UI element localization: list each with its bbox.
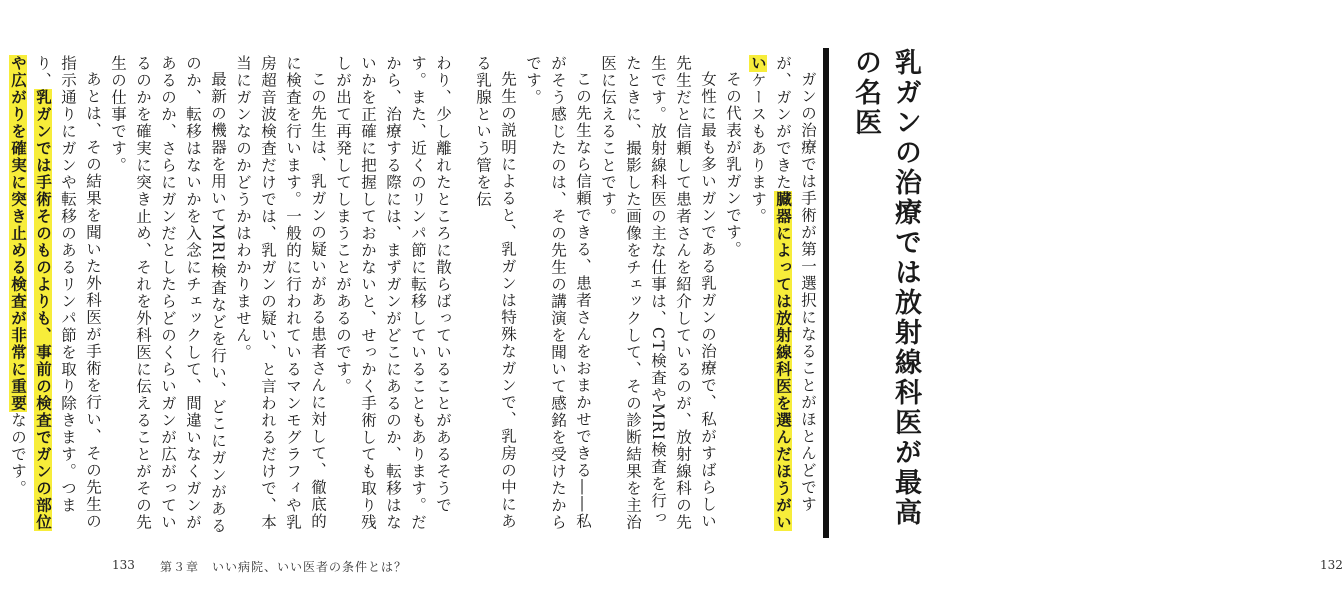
- left-paragraph: [105, 55, 230, 535]
- body-text: この先生は、乳ガンの疑いがある患者さんに対して、徹底的に検査を行います。一般的に行われているマンモグラフィや乳房超音波検査だけでは、乳ガンの疑い、と言われるだけで、本当にガンなのかどうかはわかりません。: [234, 55, 327, 531]
- left-paragraph: [5, 55, 105, 535]
- page-number-left: 133: [112, 558, 135, 572]
- right-paragraph: [470, 55, 520, 535]
- body-text: なのです。: [9, 412, 27, 497]
- right-body-text: [474, 55, 820, 535]
- section-title: 乳ガンの治療では放射線科医が最高の名医: [823, 48, 925, 538]
- highlighted-text: 乳ガンでは手術そのものよりも、事前の検査でガンの部位や広がりを確実に突き止める検査が非常に重要: [9, 55, 52, 531]
- right-paragraph: [595, 55, 720, 535]
- body-text: 女性に最も多いガンである乳ガンの治療で、私がすばらしい先生だと信頼して患者さんを紹介しているのが、放射線科の先生です。放射線科医の主な仕事は、CT検査やMRI検査を行ったときに、撮影した画像をチェックして、その診断結果を主治医に伝えることです。: [599, 55, 717, 531]
- right-paragraph: [745, 55, 820, 535]
- right-page: [474, 0, 1343, 600]
- body-text: わり、少し離れたところに散らばっていることがあるそうです。また、近くのリンパ節に転移していることもあります。だから、治療する際には、まずガンがどこにあるのか、転移はないかを正確に把握しておかないと、せっかく手術しても取り残しが出て再発してしまうことがあるのです。: [334, 55, 452, 531]
- body-text: この先生なら信頼できる、患者さんをおまかせできる――私がそう感じたのは、その先生の講演を聞いて感銘を受けたからです。: [524, 55, 592, 531]
- left-paragraph: [330, 55, 455, 535]
- body-text: ケースもあります。: [749, 72, 767, 225]
- right-paragraph: [720, 55, 745, 535]
- left-body-text: [9, 55, 455, 535]
- left-page: [0, 0, 485, 600]
- body-text: 最新の機器を用いてMRI検査などを行い、どこにガンがあるのか、転移はないかを入念にチェックして、間違いなくガンがあるのか、さらにガンだとしたらどのくらいガンが広がっているのかを確実に突き止め、それを外科医に伝えることがその先生の仕事です。: [109, 55, 227, 534]
- highlighted-text: 臓器によっては放射線科医を選んだほうがいい: [749, 55, 792, 531]
- body-text: その代表が乳ガンです。: [724, 70, 742, 258]
- running-head-chapter: 第３章 いい病院、いい医者の条件とは？: [160, 560, 408, 574]
- body-text: あとは、その結果を聞いた外科医が手術を行い、その先生の指示通りにガンや転移のあるリンパ節を取り除きます。つまり、: [34, 55, 102, 530]
- left-paragraph: [230, 55, 330, 535]
- page-number-right: 132: [1320, 558, 1343, 572]
- right-paragraph: [520, 55, 595, 535]
- body-text: ガンの治療では手術が第一選択になることがほとんどですが、ガンができた: [774, 55, 817, 513]
- body-text: 先生の説明によると、乳ガンは特殊なガンで、乳房の中にある乳腺という管を伝: [474, 55, 517, 530]
